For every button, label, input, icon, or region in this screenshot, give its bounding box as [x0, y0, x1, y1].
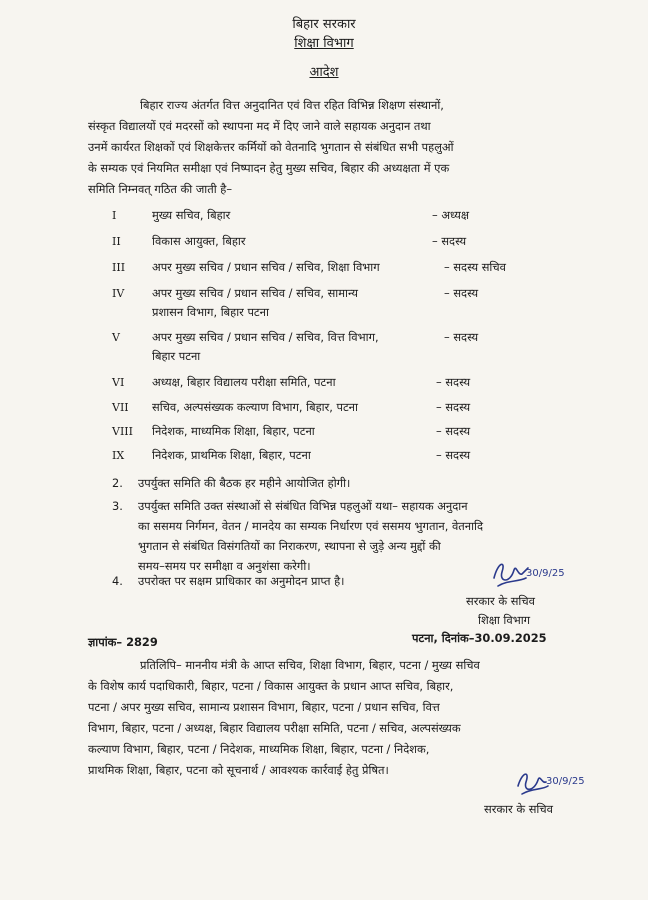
- designation: अपर मुख्य सचिव / प्रधान सचिव / सचिव, शिक्षा विभाग: [152, 260, 380, 274]
- signature: [488, 556, 565, 590]
- copy-line: प्रतिलिपि– माननीय मंत्री के आप्त सचिव, शिक्षा विभाग, बिहार, पटना / मुख्य सचिव: [140, 658, 480, 672]
- committee-row: [0, 284, 648, 324]
- row-number: IV: [112, 287, 125, 300]
- row-number: VIII: [112, 425, 133, 438]
- point-text: का ससमय निर्गमन, वेतन / मानदेय का सम्यक निर्धारण एवं ससमय भुगतान, वेतनादि: [138, 519, 484, 533]
- row-number: III: [112, 261, 126, 274]
- row-number: VII: [112, 401, 129, 414]
- role: – अध्यक्ष: [432, 208, 470, 222]
- committee-row: [0, 328, 648, 368]
- point-text: उपर्युक्त समिति की बैठक हर महीने आयोजित होगी।: [138, 476, 351, 490]
- role: – सदस्य: [444, 330, 479, 344]
- point-text: उपर्युक्त समिति उक्त संस्थाओं से संबंधित विभिन्न पहलुओं यथा– सहायक अनुदान: [138, 499, 468, 513]
- role: – सदस्य: [432, 234, 467, 248]
- role: – सदस्य: [436, 375, 471, 389]
- row-number: IX: [112, 449, 125, 462]
- copy-line: के विशेष कार्य पदाधिकारी, बिहार, पटना / विकास आयुक्त के प्रधान आप्त सचिव, बिहार,: [88, 679, 454, 693]
- signature-date: 30/9/25: [526, 568, 565, 579]
- point-2: [112, 474, 560, 494]
- designation: निदेशक, माध्यमिक शिक्षा, बिहार, पटना: [152, 424, 315, 438]
- government-heading: बिहार सरकार: [292, 17, 356, 32]
- copy-line: पटना / अपर मुख्य सचिव, सामान्य प्रशासन विभाग, बिहार, पटना / प्रधान सचिव, वित्त: [88, 700, 440, 714]
- role: – सदस्य: [436, 448, 471, 462]
- point-text: भुगतान से संबंधित विसंगतियों का निराकरण, स्थापना से जुड़े अन्य मुद्दों की: [138, 539, 441, 553]
- footer-designation: सरकार के सचिव: [484, 802, 553, 816]
- designation: बिहार पटना: [152, 349, 201, 363]
- designation: अध्यक्ष, बिहार विद्यालय परीक्षा समिति, पटना: [152, 375, 336, 389]
- role: – सदस्य: [436, 400, 471, 414]
- memo-number: ज्ञापांक– 2829: [88, 635, 158, 649]
- designation: सचिव, अल्पसंख्यक कल्याण विभाग, बिहार, पटना: [152, 400, 358, 414]
- point-number: 4.: [112, 574, 123, 588]
- copy-line: कल्याण विभाग, बिहार, पटना / निदेशक, माध्यमिक शिक्षा, बिहार, पटना / निदेशक,: [88, 742, 430, 756]
- designation: विकास आयुक्त, बिहार: [152, 234, 246, 248]
- row-number: II: [112, 235, 121, 248]
- designation: प्रशासन विभाग, बिहार पटना: [152, 305, 269, 319]
- intro-line: संस्कृत विद्यालयों एवं मदरसों को स्थापना मद में दिए जाने वाले सहायक अनुदान तथा: [88, 119, 431, 133]
- footer-signature-date: 30/9/25: [546, 776, 585, 787]
- row-number: V: [112, 331, 120, 344]
- point-text: समय–समय पर समीक्षा व अनुशंसा करेगी।: [138, 559, 311, 573]
- point-number: 3.: [112, 499, 123, 513]
- designation: अपर मुख्य सचिव / प्रधान सचिव / सचिव, सामान्य: [152, 286, 358, 300]
- copy-line: विभाग, बिहार, पटना / अध्यक्ष, बिहार विद्यालय परीक्षा समिति, पटना / सचिव, अल्पसंख्यक: [88, 721, 461, 735]
- intro-line: के सम्यक एवं नियमित समीक्षा एवं निष्पादन हेतु मुख्य सचिव, बिहार की अध्यक्षता में एक: [88, 161, 450, 175]
- role: – सदस्य: [436, 424, 471, 438]
- role: – सदस्य: [444, 286, 479, 300]
- designation: निदेशक, प्राथमिक शिक्षा, बिहार, पटना: [152, 448, 311, 462]
- role: – सदस्य सचिव: [444, 260, 506, 274]
- intro-line: बिहार राज्य अंतर्गत वित्त अनुदानित एवं वित्त रहित विभिन्न शिक्षण संस्थानों,: [140, 98, 444, 112]
- signatory-designation: सरकार के सचिव: [466, 594, 535, 608]
- copy-line: प्राथमिक शिक्षा, बिहार, पटना को सूचनार्थ / आवश्यक कार्रवाई हेतु प्रेषित।: [88, 763, 389, 777]
- intro-line: उनमें कार्यरत शिक्षकों एवं शिक्षकेत्तर कर्मियों को वेतनादि भुगतान से संबंधित सभी पहलुओं: [88, 140, 454, 154]
- designation: मुख्य सचिव, बिहार: [152, 208, 231, 222]
- designation: अपर मुख्य सचिव / प्रधान सचिव / सचिव, वित्त विभाग,: [152, 330, 379, 344]
- place-date: पटना, दिनांक–30.09.2025: [412, 631, 547, 645]
- point-text: उपरोक्त पर सक्षम प्राधिकार का अनुमोदन प्राप्त है।: [138, 574, 345, 588]
- footer-signature: [512, 766, 585, 798]
- signatory-department: शिक्षा विभाग: [478, 613, 531, 627]
- point-4: [112, 572, 492, 592]
- order-title: आदेश: [309, 65, 339, 80]
- point-number: 2.: [112, 476, 123, 490]
- row-number: VI: [112, 376, 125, 389]
- row-number: I: [112, 209, 117, 222]
- department-heading: शिक्षा विभाग: [294, 36, 354, 51]
- intro-line: समिति निम्नवत् गठित की जाती है–: [88, 182, 233, 196]
